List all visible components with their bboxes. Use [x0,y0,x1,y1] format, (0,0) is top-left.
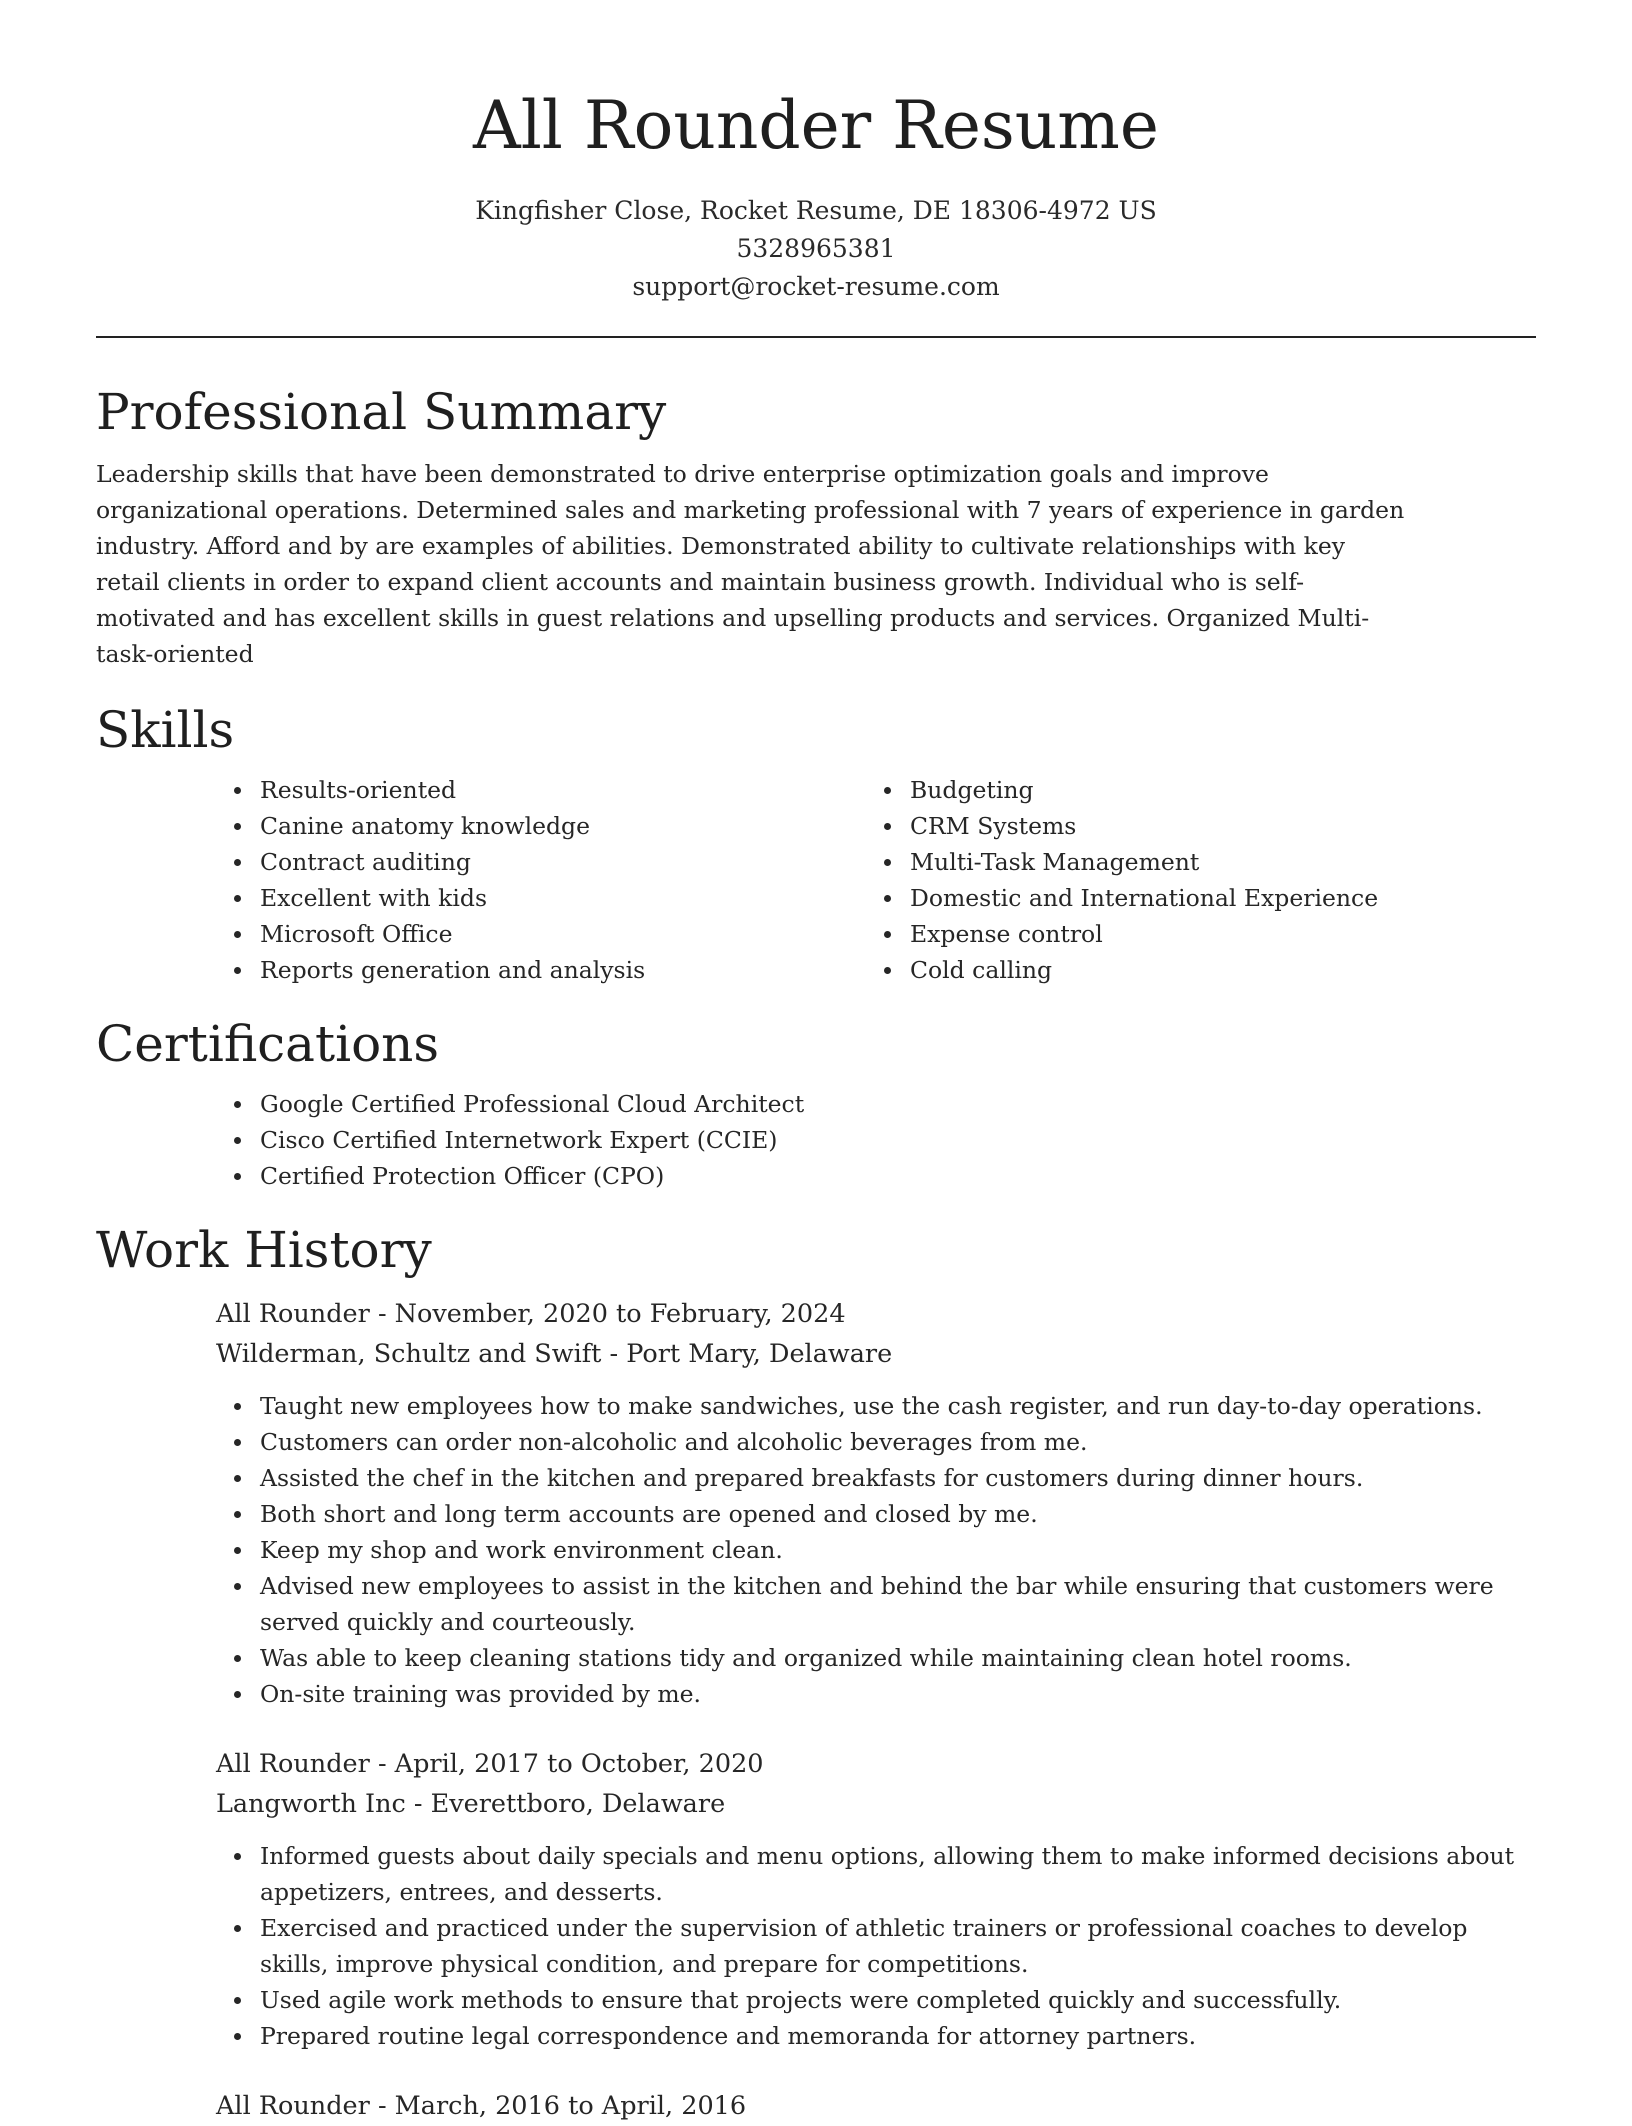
contact-phone: 5328965381 [736,234,896,263]
job-bullet: Informed guests about daily specials and menu options, allowing them to make informed decisions about appetizers, entrees, and desserts. [216,1838,1536,1910]
job-bullet: Customers can order non-alcoholic and alcoholic beverages from me. [216,1424,1536,1460]
job-bullet: Assisted the chef in the kitchen and prepared breakfasts for customers during dinner hours. [216,1460,1536,1496]
header-divider [96,336,1536,338]
skills-heading: Skills [96,701,235,759]
job-title: All Rounder - April, 2017 to October, 2020 [216,1749,764,1779]
certifications-heading: Certifications [96,1015,440,1073]
summary-text: Leadership skills that have been demonstrated to drive enterprise optimization goals and improve organizational operations. Determined sales and marketing professional with 7 years of experience in garden industry. Afford and by are examples of abilities. Demonstrated ability to cultivate relationships with key retail clients in order to expand client accounts and maintain business growth. Individual who is self-motivated and has excellent skills in guest relations and upselling products and services. Organized Multi-task-oriented [96,460,1405,668]
resume-name: All Rounder Resume [473,87,1159,164]
resume-header [96,0,1536,306]
job-bullet: Was able to keep cleaning stations tidy and organized while maintaining clean hotel rooms. [216,1640,1536,1676]
job-bullet: Exercised and practiced under the supervision of athletic trainers or professional coaches to develop skills, improve physical condition, and prepare for competitions. [216,1910,1536,1982]
skill-item: CRM Systems [866,808,1516,844]
summary-heading: Professional Summary [96,383,667,441]
job-bullets [216,1838,1536,2054]
work-history-heading: Work History [96,1221,432,1279]
skill-item: Multi-Task Management [866,844,1516,880]
skills-column-right [866,772,1516,988]
job-bullet: Prepared routine legal correspondence and memoranda for attorney partners. [216,2018,1536,2054]
contact-email: support@rocket-resume.com [632,272,1000,301]
job-entry [216,1744,1536,2054]
job-bullet: Advised new employees to assist in the kitchen and behind the bar while ensuring that customers were served quickly and courteously. [216,1568,1536,1640]
job-bullet: Taught new employees how to make sandwiches, use the cash register, and run day-to-day operations. [216,1388,1536,1424]
contact-block [96,192,1536,306]
job-entry [216,2086,1536,2126]
skills-list [216,772,1536,988]
job-bullet: Used agile work methods to ensure that projects were completed quickly and successfully. [216,1982,1536,2018]
job-title: All Rounder - November, 2020 to February, 2024 [216,1299,846,1329]
skill-item: Microsoft Office [216,916,866,952]
certification-item: Certified Protection Officer (CPO) [216,1158,1536,1194]
certification-item: Google Certified Professional Cloud Architect [216,1086,1536,1122]
contact-address: Kingfisher Close, Rocket Resume, DE 18306-4972 US [475,196,1157,225]
skill-item: Expense control [866,916,1516,952]
certification-item: Cisco Certified Internetwork Expert (CCIE) [216,1122,1536,1158]
skill-item: Canine anatomy knowledge [216,808,866,844]
job-company: Langworth Inc - Everettboro, Delaware [216,1789,726,1819]
skills-column-left [216,772,866,988]
skill-item: Excellent with kids [216,880,866,916]
skill-item: Reports generation and analysis [216,952,866,988]
certifications-list [216,1086,1536,1194]
job-bullet: Keep my shop and work environment clean. [216,1532,1536,1568]
skill-item: Results-oriented [216,772,866,808]
job-bullet: Both short and long term accounts are opened and closed by me. [216,1496,1536,1532]
job-bullets [216,1388,1536,1712]
job-company: Wilderman, Schultz and Swift - Port Mary, Delaware [216,1339,893,1369]
job-title: All Rounder - March, 2016 to April, 2016 [216,2091,747,2121]
skill-item: Contract auditing [216,844,866,880]
job-entry [216,1294,1536,1712]
resume-page [96,0,1536,2126]
skill-item: Cold calling [866,952,1516,988]
skill-item: Budgeting [866,772,1516,808]
job-bullet: On-site training was provided by me. [216,1676,1536,1712]
skill-item: Domestic and International Experience [866,880,1516,916]
